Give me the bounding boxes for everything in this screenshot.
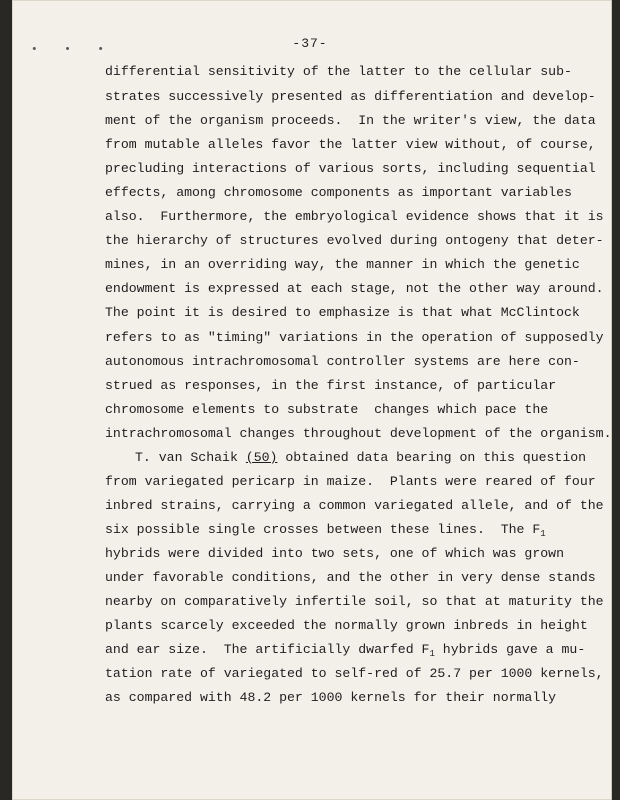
text-segment: T. van Schaik xyxy=(135,450,246,465)
text-line: chromosome elements to substrate changes which pace the xyxy=(105,402,549,417)
text-line: from variegated pericarp in maize. Plants were reared of four xyxy=(105,474,596,489)
text-line: mines, in an overriding way, the manner in which the genetic xyxy=(105,257,580,272)
text-line xyxy=(135,450,587,466)
text-line xyxy=(105,522,545,542)
text-line: from mutable alleles favor the latter view without, of course, xyxy=(105,137,596,152)
margin-marks: • • • xyxy=(31,44,115,56)
text-line: strued as responses, in the first instance, of particular xyxy=(105,378,557,393)
text-line: nearby on comparatively infertile soil, so that at maturity the xyxy=(105,594,604,609)
text-segment: hybrids gave a mu- xyxy=(434,642,586,657)
text-line: inbred strains, carrying a common variegated allele, and of the xyxy=(105,498,604,513)
text-line: strates successively presented as differentiation and develop- xyxy=(105,89,596,104)
page-edge xyxy=(611,0,612,800)
text-line: under favorable conditions, and the other in very dense stands xyxy=(105,570,596,585)
text-line: precluding interactions of various sorts, including sequential xyxy=(105,161,596,176)
text-line: endowment is expressed at each stage, not the other way around. xyxy=(105,281,604,296)
text-line: ment of the organism proceeds. In the writer's view, the data xyxy=(105,113,596,128)
text-segment: six possible single crosses between these lines. The F xyxy=(105,522,541,537)
text-line: as compared with 48.2 per 1000 kernels for their normally xyxy=(105,690,557,705)
page-number: -37- xyxy=(292,36,328,51)
text-line: The point it is desired to emphasize is that what McClintock xyxy=(105,305,580,320)
text-line: hybrids were divided into two sets, one of which was grown xyxy=(105,546,564,561)
text-line: the hierarchy of structures evolved during ontogeny that deter- xyxy=(105,233,604,248)
text-line: autonomous intrachromosomal controller systems are here con- xyxy=(105,354,580,369)
citation-reference: (50) xyxy=(245,450,278,465)
text-line: differential sensitivity of the latter to the cellular sub- xyxy=(105,64,572,79)
text-line: also. Furthermore, the embryological evidence shows that it is xyxy=(105,209,604,224)
text-line: tation rate of variegated to self-red of 25.7 per 1000 kernels, xyxy=(105,666,604,681)
text-segment: and ear size. The artificially dwarfed F xyxy=(105,642,430,657)
text-line: refers to as "timing" variations in the operation of supposedly xyxy=(105,330,604,345)
subscript: 1 xyxy=(540,529,546,539)
text-line: effects, among chromosome components as important variables xyxy=(105,185,572,200)
text-segment: obtained data bearing on this question xyxy=(277,450,587,465)
subscript: 1 xyxy=(429,649,435,659)
text-line xyxy=(105,642,586,662)
text-line: intrachromosomal changes throughout development of the organism. xyxy=(105,426,612,441)
text-line: plants scarcely exceeded the normally grown inbreds in height xyxy=(105,618,588,633)
